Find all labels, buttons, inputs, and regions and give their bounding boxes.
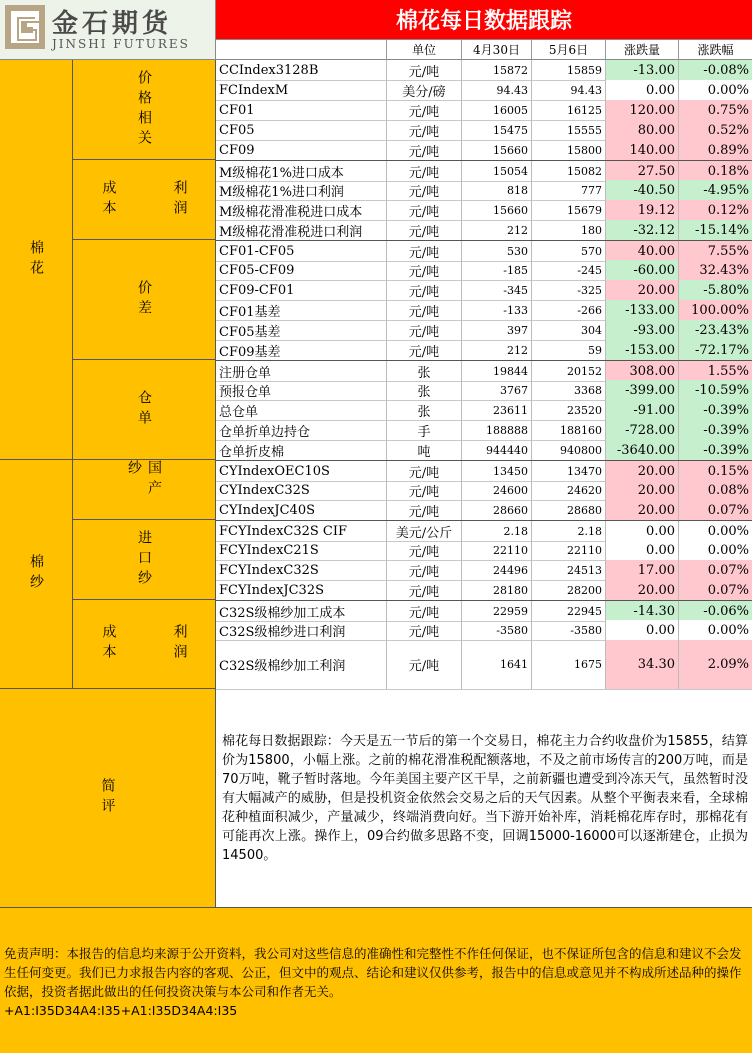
row-value-date1: 15475	[462, 120, 532, 140]
row-value-date2: 23520	[532, 400, 606, 420]
row-pct-change: 0.07%	[679, 580, 752, 600]
row-value-date2: -325	[532, 280, 606, 300]
table-row	[216, 620, 752, 641]
row-value-date2: 15800	[532, 140, 606, 160]
table-row	[216, 220, 752, 241]
row-pct-change: 0.75%	[679, 100, 752, 120]
table-row	[216, 160, 752, 182]
row-change: 0.00	[606, 540, 679, 560]
row-value-date2: 16125	[532, 100, 606, 120]
row-name: CF09基差	[216, 340, 387, 360]
row-unit: 元/吨	[387, 580, 462, 600]
table-row	[216, 240, 752, 262]
table-row	[216, 580, 752, 601]
row-change: 20.00	[606, 461, 679, 481]
row-change: 19.12	[606, 200, 679, 220]
row-unit: 元/吨	[387, 620, 462, 640]
row-value-date1: -133	[462, 300, 532, 320]
row-unit: 元/吨	[387, 480, 462, 500]
row-pct-change: -0.39%	[679, 420, 752, 440]
row-pct-change: 0.89%	[679, 140, 752, 160]
row-change: -133.00	[606, 300, 679, 320]
row-change: 80.00	[606, 120, 679, 140]
row-unit: 元/吨	[387, 560, 462, 580]
row-unit: 元/吨	[387, 320, 462, 340]
row-name: CF05	[216, 120, 387, 140]
row-value-date2: 24620	[532, 480, 606, 500]
row-unit: 美分/磅	[387, 80, 462, 100]
subcategory-import-yarn: 进口纱	[73, 520, 216, 600]
row-value-date1: 15660	[462, 140, 532, 160]
row-pct-change: 0.08%	[679, 480, 752, 500]
row-change: -32.12	[606, 220, 679, 240]
row-pct-change: 32.43%	[679, 260, 752, 280]
row-value-date2: 2.18	[532, 521, 606, 541]
row-change: 0.00	[606, 620, 679, 640]
table-row	[216, 120, 752, 141]
report-title: 棉花每日数据跟踪	[216, 0, 752, 40]
row-name: FCYIndexC32S CIF	[216, 521, 387, 541]
table-row	[216, 600, 752, 622]
row-unit: 元/吨	[387, 260, 462, 280]
table-row	[216, 400, 752, 421]
row-value-date2: 15555	[532, 120, 606, 140]
row-value-date1: 15054	[462, 161, 532, 181]
row-change: 20.00	[606, 580, 679, 600]
col-header-unit: 单位	[387, 40, 462, 60]
row-unit: 张	[387, 380, 462, 400]
row-value-date1: 188888	[462, 420, 532, 440]
row-value-date1: 28660	[462, 500, 532, 520]
col-header-date2: 5月6日	[532, 40, 606, 60]
row-unit: 元/吨	[387, 100, 462, 120]
subcategory-domestic-yarn: 国产纱	[73, 460, 216, 520]
category-cotton: 棉花	[0, 60, 73, 460]
brand-name-cn: 金石期货	[52, 9, 173, 39]
row-change: 0.00	[606, 521, 679, 541]
row-pct-change: 7.55%	[679, 241, 752, 261]
row-pct-change: 0.00%	[679, 620, 752, 640]
row-unit: 元/吨	[387, 601, 462, 621]
summary-label: 简评	[0, 689, 216, 908]
row-change: 0.00	[606, 80, 679, 100]
table-row	[216, 180, 752, 201]
row-name: CYIndexC32S	[216, 480, 387, 500]
row-value-date1: 818	[462, 180, 532, 200]
row-change: -153.00	[606, 340, 679, 360]
row-value-date1: 530	[462, 241, 532, 261]
profit-label: 利润	[171, 179, 188, 220]
row-pct-change: -72.17%	[679, 340, 752, 360]
row-value-date2: 777	[532, 180, 606, 200]
row-value-date1: 15660	[462, 200, 532, 220]
table-row	[216, 360, 752, 382]
table-row	[216, 420, 752, 441]
row-change: 17.00	[606, 560, 679, 580]
row-unit: 元/吨	[387, 200, 462, 220]
row-value-date2: 15859	[532, 60, 606, 80]
table-row	[216, 60, 752, 81]
col-header-name	[216, 40, 387, 60]
row-unit: 美元/公斤	[387, 521, 462, 541]
row-name: CF05基差	[216, 320, 387, 340]
row-value-date2: 94.43	[532, 80, 606, 100]
cost-label: 成本	[100, 179, 117, 220]
row-value-date1: 24600	[462, 480, 532, 500]
row-name: CCIndex3128B	[216, 60, 387, 80]
row-pct-change: 0.00%	[679, 80, 752, 100]
row-unit: 元/吨	[387, 180, 462, 200]
subcategory-yarn-cost-profit	[73, 600, 216, 689]
row-value-date1: 22959	[462, 601, 532, 621]
table-row	[216, 200, 752, 221]
table-row	[216, 300, 752, 321]
row-unit: 张	[387, 361, 462, 381]
col-header-date1: 4月30日	[462, 40, 532, 60]
row-unit: 元/吨	[387, 140, 462, 160]
table-row	[216, 260, 752, 281]
row-pct-change: 100.00%	[679, 300, 752, 320]
row-change: -13.00	[606, 60, 679, 80]
row-pct-change: -10.59%	[679, 380, 752, 400]
row-name: C32S级棉纱进口利润	[216, 620, 387, 640]
row-pct-change: 0.00%	[679, 521, 752, 541]
row-name: 预报仓单	[216, 380, 387, 400]
yarn-profit-label: 利润	[171, 624, 188, 664]
row-value-date2: 180	[532, 220, 606, 240]
table-row	[216, 440, 752, 461]
row-value-date2: -3580	[532, 620, 606, 640]
row-value-date2: 59	[532, 340, 606, 360]
table-row	[216, 460, 752, 482]
table-row	[216, 560, 752, 581]
row-unit: 元/吨	[387, 340, 462, 360]
row-change: 20.00	[606, 480, 679, 500]
col-header-change: 涨跌量	[606, 40, 679, 60]
row-pct-change: 0.12%	[679, 200, 752, 220]
row-name: C32S级棉纱加工成本	[216, 601, 387, 621]
row-change: -93.00	[606, 320, 679, 340]
row-name: C32S级棉纱加工利润	[216, 640, 387, 689]
row-value-date1: 3767	[462, 380, 532, 400]
row-change: 40.00	[606, 241, 679, 261]
row-value-date1: 1641	[462, 640, 532, 689]
row-value-date1: -185	[462, 260, 532, 280]
row-pct-change: 0.07%	[679, 560, 752, 580]
table-row	[216, 340, 752, 361]
subcategory-price-related: 价格相关	[73, 60, 216, 160]
row-unit: 元/吨	[387, 300, 462, 320]
category-yarn: 棉纱	[0, 460, 73, 689]
table-row	[216, 280, 752, 301]
row-name: M级棉花1%进口利润	[216, 180, 387, 200]
row-change: 120.00	[606, 100, 679, 120]
row-name: FCYIndexJC32S	[216, 580, 387, 600]
col-header-pct: 涨跌幅	[679, 40, 752, 60]
row-unit: 元/吨	[387, 60, 462, 80]
disclaimer-text: 免责声明：本报告的信息均来源于公开资料，我公司对这些信息的准确性和完整性不作任何保证，也不保证所包含的信息和建议不会发生任何变更。我们已力求报告内容的客观、公正，但文中的观点、结论和建议仅供参考，报告中的信息或意见并不构成所述品种的操作依据，投资者据此做出的任何投资决策与本公司和作者无关。	[4, 946, 742, 999]
table-row	[216, 520, 752, 542]
row-name: 仓单折皮棉	[216, 440, 387, 460]
table-row	[216, 320, 752, 341]
row-value-date1: 16005	[462, 100, 532, 120]
row-value-date1: 2.18	[462, 521, 532, 541]
row-value-date1: 22110	[462, 540, 532, 560]
row-value-date2: -245	[532, 260, 606, 280]
table-row	[216, 80, 752, 101]
row-name: CF09-CF01	[216, 280, 387, 300]
subcategory-cost-profit	[73, 160, 216, 240]
table-row	[216, 100, 752, 121]
row-name: FCYIndexC32S	[216, 560, 387, 580]
row-value-date1: 13450	[462, 461, 532, 481]
row-name: 注册仓单	[216, 361, 387, 381]
row-unit: 吨	[387, 440, 462, 460]
row-pct-change: 0.07%	[679, 500, 752, 520]
row-value-date2: 28200	[532, 580, 606, 600]
row-name: 总仓单	[216, 400, 387, 420]
table-row	[216, 480, 752, 501]
row-value-date2: 22110	[532, 540, 606, 560]
row-change: 34.30	[606, 640, 679, 689]
row-value-date2: -266	[532, 300, 606, 320]
table-row	[216, 500, 752, 521]
row-name: FCYIndexC21S	[216, 540, 387, 560]
row-pct-change: -0.06%	[679, 601, 752, 621]
row-name: CF01-CF05	[216, 241, 387, 261]
formula-text: +A1:I35D34A4:I35+A1:I35D34A4:I35	[4, 1003, 238, 1018]
row-value-date1: 212	[462, 340, 532, 360]
row-value-date2: 15082	[532, 161, 606, 181]
row-name: CYIndexOEC10S	[216, 461, 387, 481]
company-logo	[0, 0, 216, 60]
row-pct-change: -15.14%	[679, 220, 752, 240]
row-pct-change: -23.43%	[679, 320, 752, 340]
row-change: -91.00	[606, 400, 679, 420]
row-change: -728.00	[606, 420, 679, 440]
row-pct-change: -0.39%	[679, 400, 752, 420]
row-unit: 元/吨	[387, 461, 462, 481]
row-value-date1: -3580	[462, 620, 532, 640]
row-value-date2: 940800	[532, 440, 606, 460]
row-value-date2: 22945	[532, 601, 606, 621]
row-value-date2: 15679	[532, 200, 606, 220]
row-value-date1: 397	[462, 320, 532, 340]
row-name: M级棉花滑准税进口成本	[216, 200, 387, 220]
row-name: CF09	[216, 140, 387, 160]
row-name: CF01	[216, 100, 387, 120]
row-value-date1: 212	[462, 220, 532, 240]
row-pct-change: -0.08%	[679, 60, 752, 80]
row-value-date1: -345	[462, 280, 532, 300]
row-unit: 元/吨	[387, 161, 462, 181]
row-value-date1: 28180	[462, 580, 532, 600]
row-value-date1: 944440	[462, 440, 532, 460]
row-change: -40.50	[606, 180, 679, 200]
row-change: -14.30	[606, 601, 679, 621]
brand-name-en: JINSHI FUTURES	[52, 37, 190, 51]
yarn-cost-label: 成本	[100, 624, 117, 664]
row-unit: 元/吨	[387, 241, 462, 261]
row-value-date1: 23611	[462, 400, 532, 420]
row-change: -60.00	[606, 260, 679, 280]
row-name: CF01基差	[216, 300, 387, 320]
row-pct-change: 2.09%	[679, 640, 752, 689]
subcategory-warehouse: 仓单	[73, 360, 216, 460]
summary-comment-text: 棉花每日数据跟踪：今天是五一节后的第一个交易日，棉花主力合约收盘价为15855，结算价为15800，小幅上涨。之前的棉花滑准税配额落地，不及之前市场传言的200万吨，而是70万吨，靴子暂时落地。今年美国主要产区干旱，之前新疆也遭受到冷冻天气，虽然暂时没有大幅减产的威胁，但是投机资金依然会交易之后的天气因素。从整个平衡表来看，全球棉花种植面积减少，产量减少，终端消费向好。当下游开始补库，消耗棉花库存时，那棉花有可能再次上涨。操作上，09合约做多思路不变，回调15000-16000可以逐渐建仓，止损为14500。	[222, 733, 748, 863]
row-change: 20.00	[606, 500, 679, 520]
row-unit: 元/吨	[387, 280, 462, 300]
row-change: 20.00	[606, 280, 679, 300]
row-name: CYIndexJC40S	[216, 500, 387, 520]
row-name: FCIndexM	[216, 80, 387, 100]
table-row	[216, 140, 752, 161]
row-value-date1: 94.43	[462, 80, 532, 100]
row-change: -399.00	[606, 380, 679, 400]
row-change: 140.00	[606, 140, 679, 160]
row-name: CF05-CF09	[216, 260, 387, 280]
row-unit: 元/吨	[387, 500, 462, 520]
summary-comment	[216, 689, 752, 908]
row-value-date2: 570	[532, 241, 606, 261]
row-pct-change: 0.00%	[679, 540, 752, 560]
row-unit: 元/吨	[387, 640, 462, 689]
row-pct-change: 0.52%	[679, 120, 752, 140]
row-change: 308.00	[606, 361, 679, 381]
row-value-date2: 24513	[532, 560, 606, 580]
row-value-date2: 3368	[532, 380, 606, 400]
table-row	[216, 640, 752, 690]
subcategory-spread: 价差	[73, 240, 216, 360]
row-name: M级棉花1%进口成本	[216, 161, 387, 181]
row-value-date1: 24496	[462, 560, 532, 580]
row-value-date2: 1675	[532, 640, 606, 689]
row-pct-change: -4.95%	[679, 180, 752, 200]
row-pct-change: -5.80%	[679, 280, 752, 300]
row-value-date1: 15872	[462, 60, 532, 80]
row-name: M级棉花滑准税进口利润	[216, 220, 387, 240]
row-value-date2: 188160	[532, 420, 606, 440]
row-pct-change: 1.55%	[679, 361, 752, 381]
row-value-date2: 20152	[532, 361, 606, 381]
row-unit: 元/吨	[387, 220, 462, 240]
row-unit: 手	[387, 420, 462, 440]
row-unit: 张	[387, 400, 462, 420]
row-change: 27.50	[606, 161, 679, 181]
row-value-date2: 304	[532, 320, 606, 340]
row-value-date1: 19844	[462, 361, 532, 381]
row-pct-change: 0.15%	[679, 461, 752, 481]
row-unit: 元/吨	[387, 540, 462, 560]
row-pct-change: -0.39%	[679, 440, 752, 460]
row-value-date2: 28680	[532, 500, 606, 520]
table-row	[216, 540, 752, 561]
row-pct-change: 0.18%	[679, 161, 752, 181]
row-change: -3640.00	[606, 440, 679, 460]
table-row	[216, 380, 752, 401]
row-name: 仓单折单边持仓	[216, 420, 387, 440]
row-value-date2: 13470	[532, 461, 606, 481]
logo-mark-icon	[5, 5, 45, 49]
disclaimer-footer	[0, 908, 752, 1053]
row-unit: 元/吨	[387, 120, 462, 140]
